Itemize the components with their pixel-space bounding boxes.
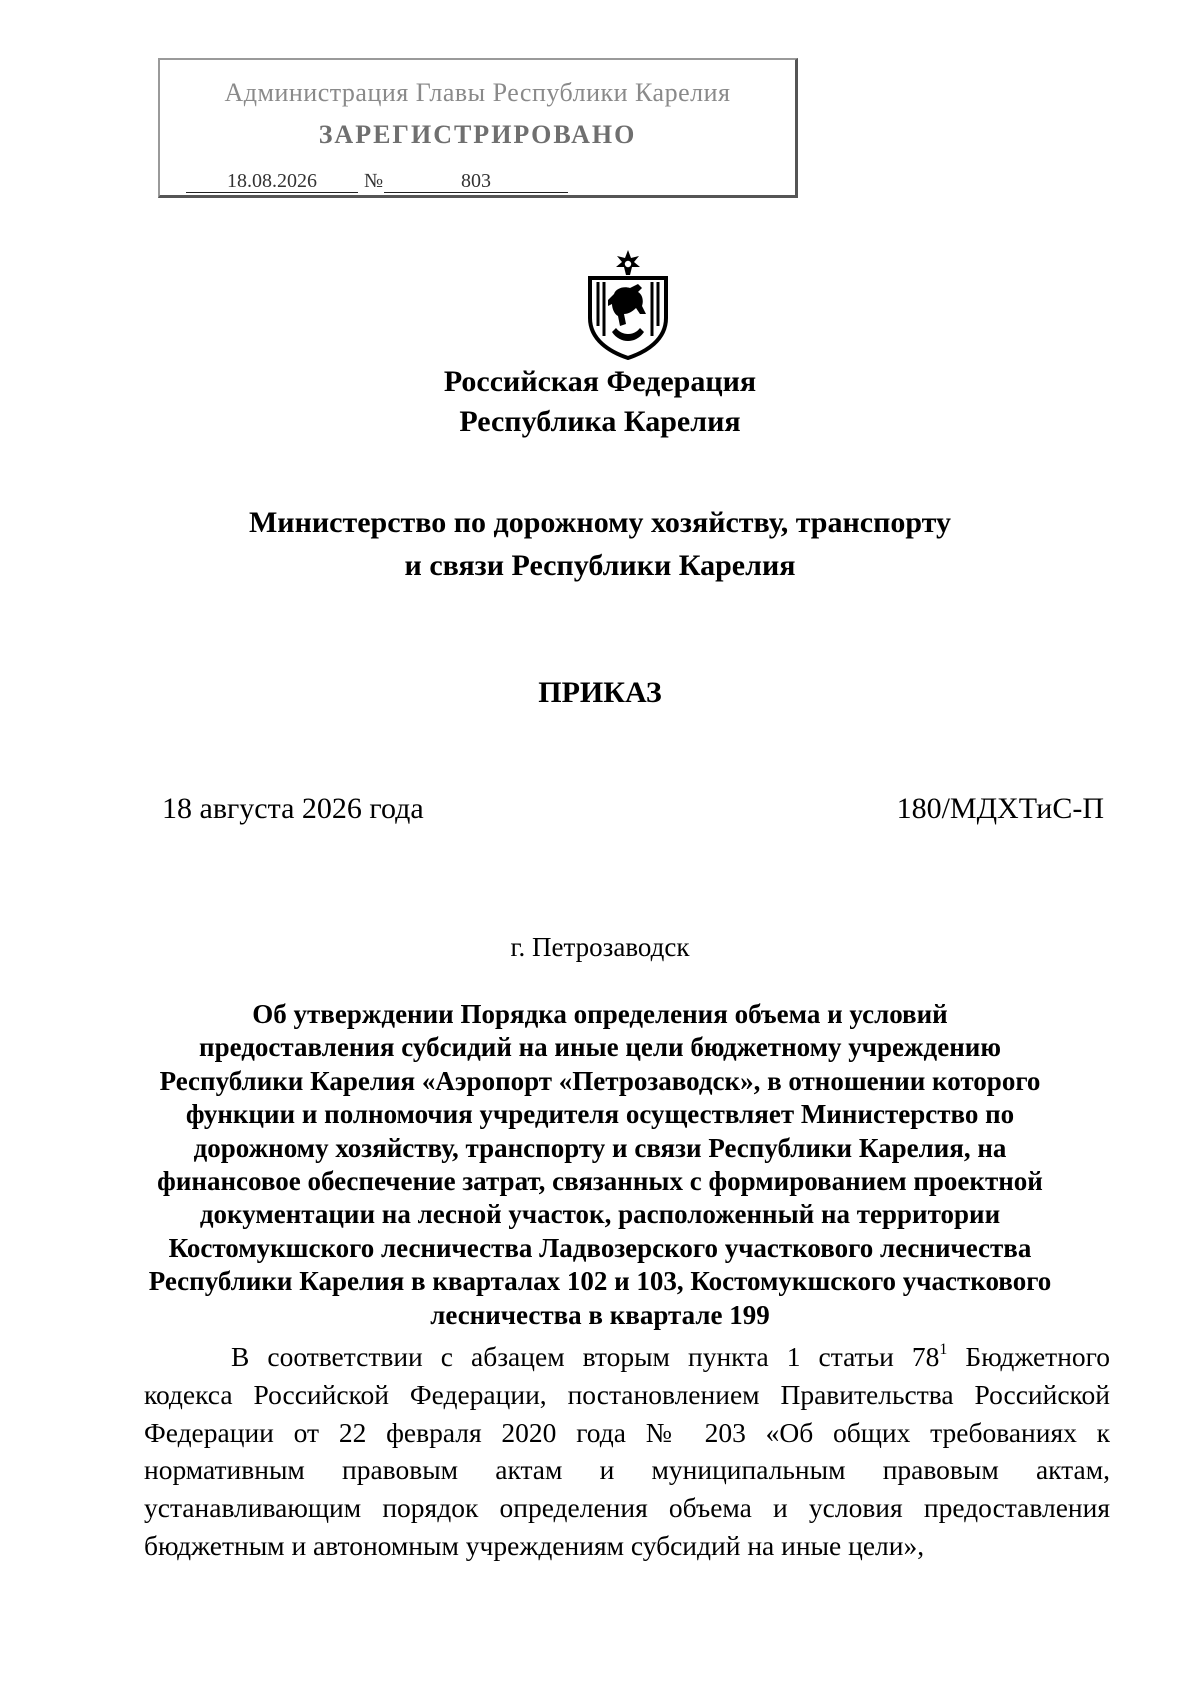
stamp-number: 803 [384,170,568,193]
header-country: Российская Федерация [443,365,757,398]
subject-line: дорожному хозяйству, транспорту и связи Республики Карелия, на [193,1132,1007,1163]
body-line-text: В соответствии с абзацем вторым пункта 1 статьи 78 [231,1341,940,1372]
stamp-date: 18.08.2026 [186,170,358,193]
body-line: устанавливающим порядок определения объема и условия предоставления [144,1492,1110,1524]
subject-line: предоставления субсидий на иные цели бюджетному учреждению [199,1032,1001,1063]
stamp-number-label: № [364,170,384,192]
body-line-text: Бюджетного [947,1341,1111,1372]
city: г. Петрозаводск [510,932,690,962]
subject-line: лесничества в квартале 199 [430,1299,770,1330]
header-ministry-line2: и связи Республики Карелия [404,549,796,582]
header-region: Республика Карелия [459,405,741,438]
article-superscript: 1 [939,1341,948,1358]
subject-line: Республики Карелия в кварталах 102 и 103, Костомукшского участкового [148,1266,1052,1297]
doc-number: 180/МДХТиС-П [896,792,1104,825]
body-paragraph [144,1338,1110,1565]
registration-stamp [158,58,798,198]
stamp-status: ЗАРЕГИСТРИРОВАНО [318,120,637,149]
body-line [144,1338,1110,1376]
doc-date: 18 августа 2026 года [162,792,424,825]
karelia-coat-of-arms-icon [580,248,676,360]
body-line: бюджетным и автономным учреждениям субсидий на иные цели», [144,1529,925,1561]
subject-line: функции и полномочия учредителя осуществляет Министерство по [185,1099,1015,1130]
document-subject [0,998,1200,1332]
subject-line: Республики Карелия «Аэропорт «Петрозаводск», в отношении которого [159,1065,1041,1096]
subject-line: Об утверждении Порядка определения объема и условий [252,999,948,1029]
subject-line: документации на лесной участок, расположенный на территории [199,1199,1001,1230]
body-line: Федерации от 22 февраля 2020 года № 203 «Об общих требованиях к [144,1416,1110,1448]
doc-type: ПРИКАЗ [538,676,662,709]
body-line: кодекса Российской Федерации, постановлением Правительства Российской [144,1378,1110,1410]
stamp-organization: Администрация Главы Республики Карелия [224,78,731,107]
subject-line: Костомукшского лесничества Ладвозерского участкового лесничества [168,1232,1032,1263]
subject-line: финансовое обеспечение затрат, связанных с формированием проектной [157,1166,1043,1197]
header-ministry-line1: Министерство по дорожному хозяйству, транспорту [248,506,952,539]
body-line: нормативным правовым актам и муниципальным правовым актам, [144,1454,1110,1486]
